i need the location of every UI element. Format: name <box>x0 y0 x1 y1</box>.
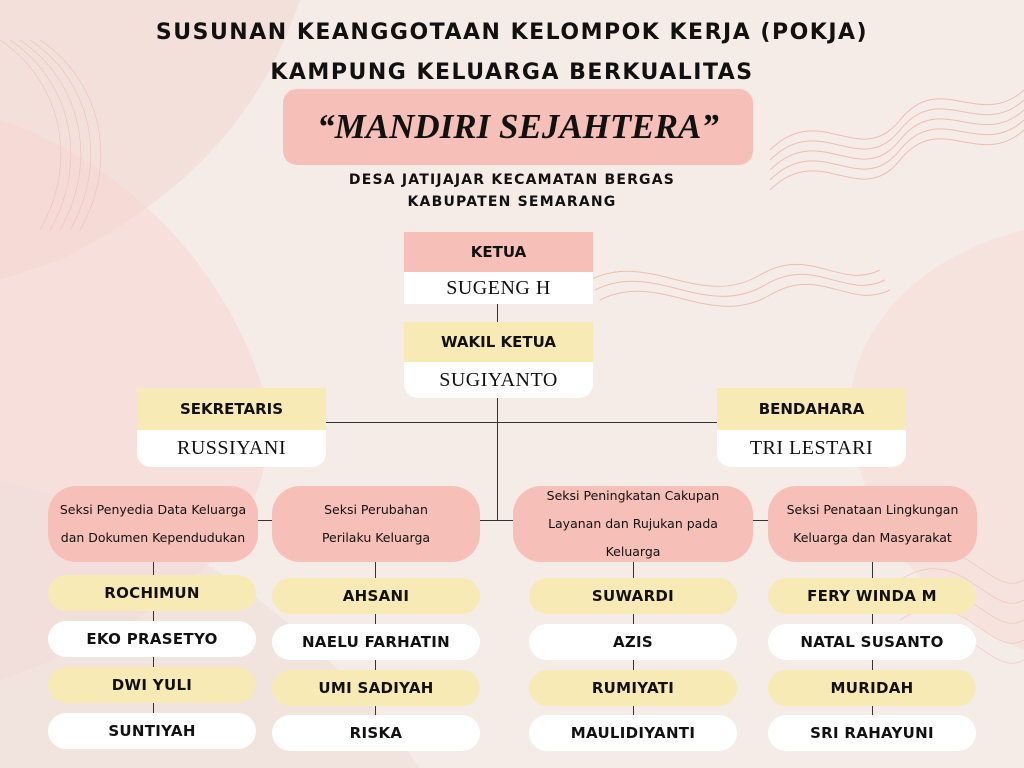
group-name: “MANDIRI SEJAHTERA” <box>317 107 719 146</box>
section-4-member-3: MURIDAH <box>768 670 976 706</box>
section-3-member-4: MAULIDIYANTI <box>529 715 737 751</box>
wakil-ketua-role: WAKIL KETUA <box>404 322 593 362</box>
ketua-box <box>404 232 593 304</box>
location-line-2: KABUPATEN SEMARANG <box>407 194 617 210</box>
wakil-ketua-box <box>404 322 593 398</box>
section-2-title: Seksi Perubahan Perilaku Keluarga <box>272 486 480 562</box>
connector-wakil-trunk <box>497 398 498 520</box>
section-4-title: Seksi Penataan Lingkungan Keluarga dan Masyarakat <box>768 486 977 562</box>
title-line-2: KAMPUNG KELUARGA BERKUALITAS <box>270 60 754 85</box>
ketua-role: KETUA <box>404 232 593 272</box>
bendahara-role: BENDAHARA <box>717 388 906 430</box>
sekretaris-role: SEKRETARIS <box>137 388 326 430</box>
group-name-banner <box>283 89 753 165</box>
section-3-title: Seksi Peningkatan Cakupan Layanan dan Rujukan pada Keluarga <box>513 486 753 562</box>
bendahara-box <box>717 388 906 467</box>
bendahara-name: TRI LESTARI <box>717 430 906 467</box>
section-1-member-1: ROCHIMUN <box>48 575 256 611</box>
section-2-member-3: UMI SADIYAH <box>272 670 480 706</box>
section-2-member-4: RISKA <box>272 715 480 751</box>
section-1-member-3: DWI YULI <box>48 667 256 703</box>
sekretaris-name: RUSSIYANI <box>137 430 326 467</box>
ketua-name: SUGENG H <box>404 272 593 304</box>
section-4-member-4: SRI RAHAYUNI <box>768 715 976 751</box>
location-line-1: DESA JATIJAJAR KECAMATAN BERGAS <box>348 172 676 188</box>
connector-ketua-wakil <box>497 304 498 322</box>
section-3-member-1: SUWARDI <box>529 578 737 614</box>
section-3-member-2: AZIS <box>529 624 737 660</box>
section-1-title: Seksi Penyedia Data Keluarga dan Dokumen Kependudukan <box>48 486 258 562</box>
section-3-member-3: RUMIYATI <box>529 670 737 706</box>
section-2-member-1: AHSANI <box>272 578 480 614</box>
sekretaris-box <box>137 388 326 467</box>
section-1-member-2: EKO PRASETYO <box>48 621 256 657</box>
section-2-member-2: NAELU FARHATIN <box>272 624 480 660</box>
section-4-member-2: NATAL SUSANTO <box>768 624 976 660</box>
title-line-1: SUSUNAN KEANGGOTAAN KELOMPOK KERJA (POKJA) <box>155 20 869 45</box>
wakil-ketua-name: SUGIYANTO <box>404 362 593 398</box>
section-4-member-1: FERY WINDA M <box>768 578 976 614</box>
section-1-member-4: SUNTIYAH <box>48 713 256 749</box>
connector-secretary-treasurer <box>326 422 718 423</box>
